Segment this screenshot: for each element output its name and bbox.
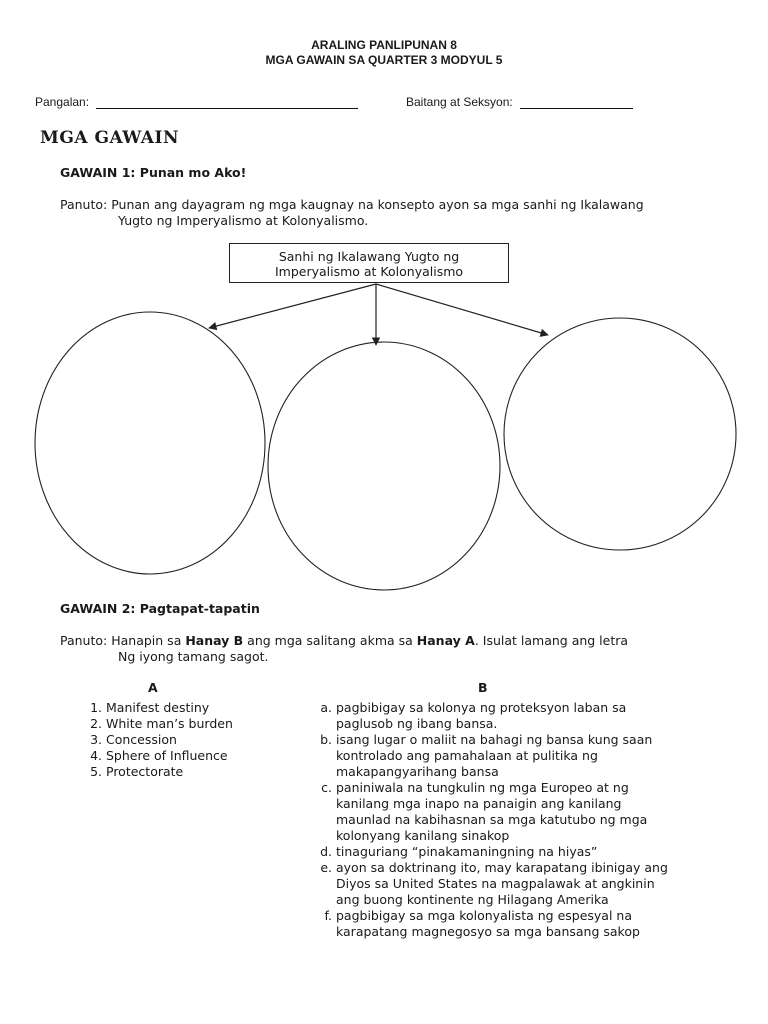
column-b-item-letter: e.: [320, 860, 332, 875]
column-a-item: [84, 732, 304, 748]
column-a-item-number: 4.: [90, 748, 102, 763]
name-label: Pangalan:: [35, 95, 90, 109]
definition-line: paniniwala na tungkulin ng mga Europeo at ng: [336, 780, 629, 795]
worksheet-module-title: MGA GAWAIN SA QUARTER 3 MODYUL 5: [265, 53, 503, 67]
definition-line: karapatang magnegosyo sa mga bansang sakop: [336, 924, 640, 939]
column-b-header: B: [478, 680, 488, 695]
gawain1-instruction-prefix: Panuto:: [60, 197, 108, 212]
definition-line: paglusob ng ibang bansa.: [336, 716, 498, 731]
column-a-item: [84, 764, 304, 780]
column-a-item-number: 3.: [90, 732, 102, 747]
column-a-item-term: Concession: [106, 732, 177, 747]
gawain1-instruction-line2: Yugto ng Imperyalismo at Kolonyalismo.: [118, 213, 369, 228]
gawain2-instruction-line2: Ng iyong tamang sagot.: [118, 649, 269, 664]
arrow-left: [209, 284, 376, 328]
column-a-item-number: 2.: [90, 716, 102, 731]
definition-line: tinaguriang “pinakamaningning na hiyas”: [336, 844, 598, 859]
column-a-item: [84, 716, 304, 732]
diagram-central-box: [229, 243, 509, 283]
gawain1-title: GAWAIN 1: Punan mo Ako!: [60, 165, 247, 180]
column-a-header: A: [148, 680, 158, 695]
gawain2-instr-part1: Hanapin sa: [111, 633, 186, 648]
gawain1-instruction-line1: Punan ang dayagram ng mga kaugnay na konsepto ayon sa mga sanhi ng Ikalawang: [111, 197, 644, 212]
arrow-right: [376, 284, 548, 335]
column-b-item: [316, 780, 736, 844]
column-b-item-letter: f.: [324, 908, 332, 923]
column-b-item: [316, 700, 736, 732]
column-b-item: [316, 908, 736, 940]
gawain2-instr-part3: . Isulat lamang ang letra: [474, 633, 629, 648]
definition-line: pagbibigay sa mga kolonyalista ng espesyal na: [336, 908, 632, 923]
definition-line: kanilang mga inapo na panaigin ang kanilang: [336, 796, 622, 811]
column-b-item: [316, 732, 736, 780]
column-b-item-definition: [336, 908, 640, 940]
worksheet-subject: ARALING PANLIPUNAN 8: [311, 38, 457, 52]
gawain2-title: GAWAIN 2: Pagtapat-tapatin: [60, 601, 260, 616]
column-b-item-definition: [336, 700, 626, 732]
column-a-item-term: White man’s burden: [106, 716, 233, 731]
column-a-item-term: Protectorate: [106, 764, 184, 779]
column-a-item-number: 1.: [90, 700, 102, 715]
column-b-item-definition: [336, 860, 668, 908]
gawain2-instr-hanay-a: Hanay A: [416, 633, 475, 648]
column-a-item-term: Manifest destiny: [106, 700, 210, 715]
column-a-item: [84, 700, 304, 716]
definition-line: maunlad na kabihasnan sa mga katutubo ng mga: [336, 812, 648, 827]
definition-line: ayon sa doktrinang ito, may karapatang ibinigay ang: [336, 860, 668, 875]
column-a-list: [84, 700, 304, 780]
diagram-box-line1: Sanhi ng Ikalawang Yugto ng: [278, 249, 460, 264]
column-a-item-term: Sphere of Influence: [106, 748, 228, 763]
section-label: Baitang at Seksyon:: [406, 95, 513, 109]
column-b-item-letter: d.: [320, 844, 332, 859]
column-b-list: [316, 700, 736, 940]
column-a-item-number: 5.: [90, 764, 102, 779]
answer-circle-center[interactable]: [268, 342, 500, 590]
column-b-item-definition: [336, 732, 652, 780]
column-b-item-definition: [336, 780, 647, 844]
column-b-item-letter: a.: [320, 700, 332, 715]
gawain2-instr-part2: ang mga salitang akma sa: [243, 633, 417, 648]
column-a-item: [84, 748, 304, 764]
definition-line: pagbibigay sa kolonya ng proteksyon laban sa: [336, 700, 627, 715]
definition-line: ang buong kontinente ng Hilagang Amerika: [336, 892, 609, 907]
gawain2-instruction-prefix: Panuto:: [60, 633, 108, 648]
column-b-item: [316, 844, 736, 860]
main-title: MGA GAWAIN: [40, 128, 179, 148]
answer-circle-left[interactable]: [35, 312, 265, 574]
column-b-item-letter: c.: [321, 780, 332, 795]
definition-line: isang lugar o maliit na bahagi ng bansa kung saan: [336, 732, 653, 747]
column-b-item-letter: b.: [320, 732, 332, 747]
definition-line: Diyos sa United States na magpalawak at angkinin: [336, 876, 655, 891]
gawain2-instr-hanay-b: Hanay B: [185, 633, 244, 648]
column-b-item: [316, 860, 736, 908]
column-b-item-definition: [336, 844, 597, 860]
definition-line: kontrolado ang pamahalaan at pulitika ng: [336, 748, 598, 763]
definition-line: kolonyang kanilang sinakop: [336, 828, 510, 843]
definition-line: makapangyarihang bansa: [336, 764, 499, 779]
gawain2-instruction: [60, 633, 740, 665]
answer-circle-right[interactable]: [504, 318, 736, 550]
diagram-box-line2: Imperyalismo at Kolonyalismo: [274, 264, 464, 279]
